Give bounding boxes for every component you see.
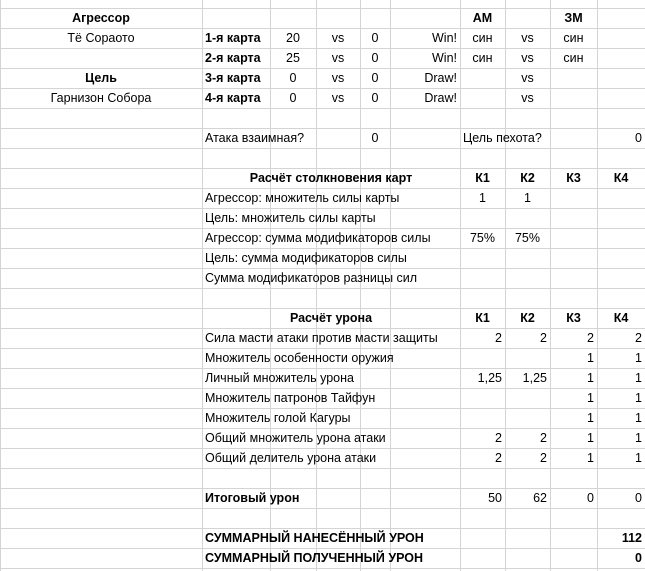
collision-row-label[interactable]: Цель: сумма модификаторов силы (205, 251, 407, 265)
summary-received-label[interactable]: СУММАРНЫЙ ПОЛУЧЕННЫЙ УРОН (205, 551, 424, 565)
card-target-value[interactable]: 0 (371, 91, 379, 105)
collision-value[interactable] (505, 248, 550, 268)
collision-value[interactable] (460, 268, 505, 288)
collision-row-label[interactable]: Цель: множитель силы карты (205, 211, 376, 225)
target-label[interactable]: Цель (85, 71, 117, 85)
damage-row-label[interactable]: Множитель патронов Тайфун (205, 391, 376, 405)
damage-value[interactable]: 2 (587, 331, 594, 345)
damage-value[interactable]: 1,25 (522, 371, 547, 385)
damage-value[interactable]: 1 (635, 351, 642, 365)
card-vs[interactable]: vs (331, 91, 345, 105)
aggressor-label[interactable]: Агрессор (72, 11, 130, 25)
card-vs[interactable]: vs (331, 71, 345, 85)
collision-value[interactable] (550, 248, 597, 268)
card-label[interactable]: 4-я карта (205, 91, 261, 105)
card-am[interactable] (460, 88, 505, 108)
collision-row-label[interactable]: Агрессор: сумма модификаторов силы (205, 231, 431, 245)
collision-title[interactable]: Расчёт столкновения карт (249, 171, 413, 185)
damage-col-header[interactable]: К1 (475, 311, 490, 325)
damage-row-label[interactable]: Личный множитель урона (205, 371, 354, 385)
card-label[interactable]: 3-я карта (205, 71, 261, 85)
summary-received-value[interactable]: 0 (635, 551, 642, 565)
damage-value[interactable]: 1 (587, 351, 594, 365)
total-damage-value[interactable]: 0 (635, 491, 642, 505)
collision-value[interactable] (597, 208, 645, 228)
card-vs[interactable]: vs (331, 31, 345, 45)
target-infantry-label[interactable]: Цель пехота? (463, 131, 542, 145)
card-aggressor-value[interactable]: 0 (289, 91, 297, 105)
card-zm[interactable] (550, 88, 597, 108)
damage-value[interactable]: 2 (540, 331, 547, 345)
card-target-value[interactable]: 0 (371, 71, 379, 85)
damage-value[interactable]: 2 (635, 331, 642, 345)
damage-value[interactable]: 1 (587, 371, 594, 385)
card-am[interactable]: син (472, 31, 493, 45)
damage-row-label[interactable]: Общий делитель урона атаки (205, 451, 377, 465)
damage-value[interactable] (505, 388, 550, 408)
damage-row-label[interactable]: Общий множитель урона атаки (205, 431, 386, 445)
collision-col-header[interactable]: К3 (566, 171, 581, 185)
card-vs[interactable]: vs (331, 51, 345, 65)
collision-value[interactable] (597, 248, 645, 268)
collision-value[interactable] (597, 188, 645, 208)
card-target-value[interactable]: 0 (371, 51, 379, 65)
collision-value[interactable]: 1 (479, 191, 486, 205)
collision-value[interactable] (505, 268, 550, 288)
damage-row-label[interactable]: Множитель особенности оружия (205, 351, 394, 365)
am-header[interactable]: АМ (472, 11, 493, 25)
damage-value[interactable]: 1 (587, 411, 594, 425)
summary-dealt-value[interactable]: 112 (621, 531, 642, 545)
card-aggressor-value[interactable]: 25 (286, 51, 300, 65)
damage-value[interactable]: 1 (587, 451, 594, 465)
collision-col-header[interactable]: К4 (613, 171, 629, 185)
aggressor-name[interactable]: Тё Сораото (67, 31, 135, 45)
damage-row-label[interactable]: Множитель голой Кагуры (205, 411, 351, 425)
damage-value[interactable]: 1 (635, 451, 642, 465)
summary-dealt-label[interactable]: СУММАРНЫЙ НАНЕСЁННЫЙ УРОН (205, 531, 424, 545)
damage-value[interactable] (505, 348, 550, 368)
damage-value[interactable] (460, 408, 505, 428)
damage-value[interactable]: 2 (540, 431, 547, 445)
card-result[interactable]: Win! (432, 51, 457, 65)
damage-value[interactable]: 2 (495, 451, 502, 465)
total-damage-value[interactable]: 62 (533, 491, 547, 505)
damage-value[interactable]: 2 (495, 431, 502, 445)
mutual-attack-label[interactable]: Атака взаимная? (205, 131, 305, 145)
collision-value[interactable] (460, 208, 505, 228)
card-label[interactable]: 1-я карта (205, 31, 261, 45)
card-aggressor-value[interactable]: 20 (286, 31, 300, 45)
damage-value[interactable]: 1 (635, 391, 642, 405)
collision-value[interactable]: 75% (514, 231, 541, 245)
card-zm[interactable] (550, 68, 597, 88)
collision-value[interactable] (550, 208, 597, 228)
damage-value[interactable] (460, 348, 505, 368)
mutual-attack-value[interactable]: 0 (371, 131, 379, 145)
card-vs2[interactable]: vs (521, 91, 534, 105)
collision-value[interactable] (550, 268, 597, 288)
collision-col-header[interactable]: К2 (520, 171, 535, 185)
damage-col-header[interactable]: К3 (566, 311, 581, 325)
damage-value[interactable] (505, 408, 550, 428)
card-vs2[interactable]: vs (521, 31, 534, 45)
collision-value[interactable]: 1 (524, 191, 531, 205)
target-infantry-value[interactable]: 0 (635, 131, 642, 145)
damage-title[interactable]: Расчёт урона (289, 311, 373, 325)
collision-value[interactable]: 75% (469, 231, 496, 245)
damage-value[interactable]: 1 (587, 431, 594, 445)
collision-value[interactable] (505, 208, 550, 228)
card-result[interactable]: Win! (432, 31, 457, 45)
card-result[interactable]: Draw! (424, 71, 457, 85)
damage-value[interactable]: 2 (540, 451, 547, 465)
damage-value[interactable]: 2 (495, 331, 502, 345)
total-damage-value[interactable]: 50 (488, 491, 502, 505)
damage-value[interactable]: 1 (587, 391, 594, 405)
damage-value[interactable]: 1 (635, 431, 642, 445)
damage-value[interactable] (460, 388, 505, 408)
damage-value[interactable]: 1 (635, 411, 642, 425)
card-vs2[interactable]: vs (521, 71, 534, 85)
damage-value[interactable]: 1 (635, 371, 642, 385)
card-vs2[interactable]: vs (521, 51, 534, 65)
collision-value[interactable] (550, 228, 597, 248)
collision-value[interactable] (550, 188, 597, 208)
collision-value[interactable] (597, 268, 645, 288)
damage-col-header[interactable]: К2 (520, 311, 535, 325)
card-zm[interactable]: син (563, 31, 584, 45)
damage-col-header[interactable]: К4 (613, 311, 629, 325)
card-label[interactable]: 2-я карта (205, 51, 261, 65)
collision-value[interactable] (460, 248, 505, 268)
card-result[interactable]: Draw! (424, 91, 457, 105)
total-damage-label[interactable]: Итоговый урон (205, 491, 300, 505)
card-target-value[interactable]: 0 (371, 31, 379, 45)
card-aggressor-value[interactable]: 0 (289, 71, 297, 85)
damage-value[interactable]: 1,25 (477, 371, 502, 385)
collision-value[interactable] (597, 228, 645, 248)
collision-row-label[interactable]: Сумма модификаторов разницы сил (205, 271, 418, 285)
total-damage-value[interactable]: 0 (587, 491, 594, 505)
zm-header[interactable]: ЗМ (564, 11, 583, 25)
collision-col-header[interactable]: К1 (475, 171, 490, 185)
card-zm[interactable]: син (563, 51, 584, 65)
collision-row-label[interactable]: Агрессор: множитель силы карты (205, 191, 400, 205)
damage-row-label[interactable]: Сила масти атаки против масти защиты (205, 331, 438, 345)
card-am[interactable] (460, 68, 505, 88)
target-name[interactable]: Гарнизон Собора (50, 91, 152, 105)
card-am[interactable]: син (472, 51, 493, 65)
